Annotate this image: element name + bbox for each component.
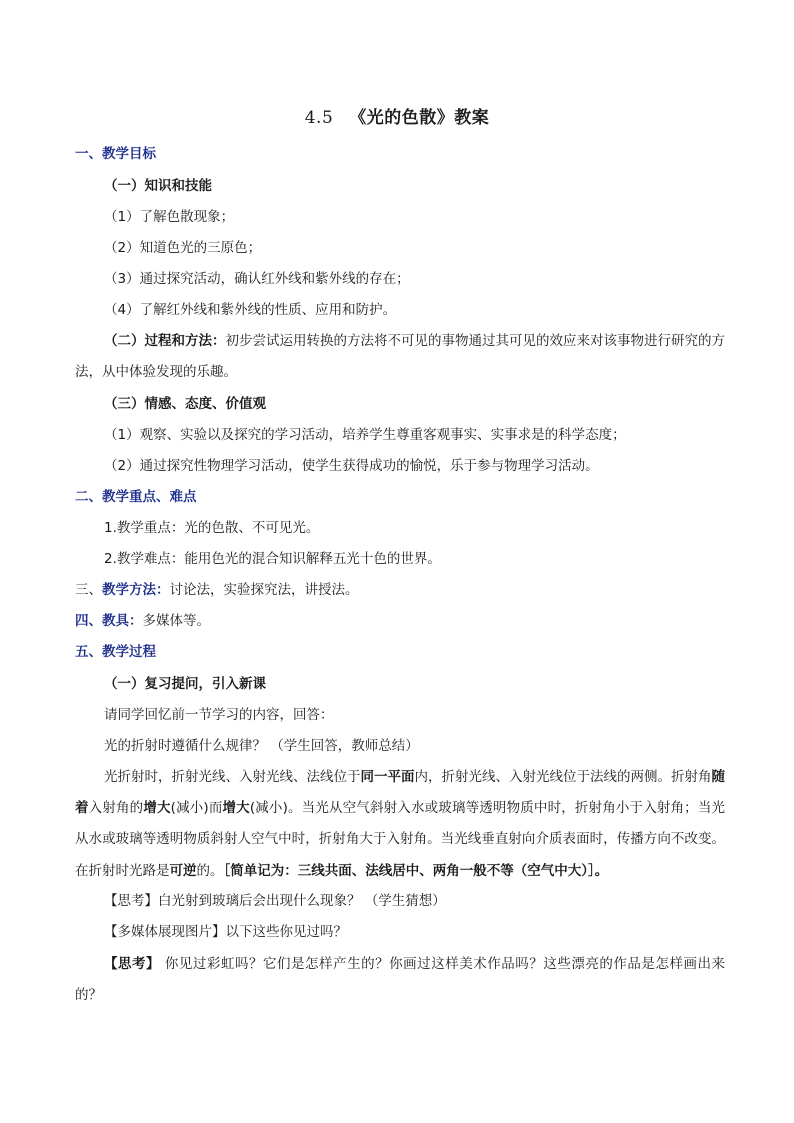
teaching-tools-line [75,611,725,631]
process-method-text: 初步尝试运用转换的方法将不可见的事物通过其可见的效应来对该事物进行研究的方法，从中体验发现的乐趣。 [75,333,725,381]
refraction-emphasis: 增大 [143,800,171,817]
subheading-attitude-values: （三）情感、态度、价值观 [104,396,266,412]
think-text: 你见过彩虹吗？它们是怎样产生的？你画过这样美术作品吗？这些漂亮的作品是怎样画出来的？ [75,956,726,1004]
page-title [0,103,794,128]
objective-item: （1）了解色散现象； [104,209,235,225]
think-question-1: 【思考】白光射到玻璃后会出现什么现象？ （学生猜想） [104,893,446,909]
key-point-item: 1.教学重点：光的色散、不可见光。 [104,520,320,536]
lesson-number: 4.5 [304,108,334,128]
section-heading-process: 五、教学过程 [75,644,156,660]
refraction-emphasis: 增大 [222,800,250,817]
think-label: 【思考】 [104,956,161,972]
refraction-emphasis: 同一平面 [360,769,415,785]
review-prompt: 请同学回忆前一节学习的内容，回答： [104,707,334,723]
difficult-point-item: 2.教学难点：能用色光的混合知识解释五光十色的世界。 [104,551,441,567]
attitude-item: （2）通过探究性物理学习活动，使学生获得成功的愉悦，乐于参与物理学习活动。 [104,458,599,474]
refraction-text: (减小)而 [170,800,223,817]
refraction-text: 的。 [196,862,224,879]
subheading-review: （一）复习提问，引入新课 [104,676,266,692]
think-question-2 [75,949,725,1011]
refraction-text: 入射角的 [88,800,144,817]
teaching-tools-text: 多媒体等。 [142,613,210,629]
refraction-emphasis: 可逆 [169,862,197,879]
process-method-label: （二）过程和方法： [104,333,226,349]
refraction-text: 内，折射光线、入射光线位于法线的两侧。折射角 [414,769,712,785]
refraction-law-paragraph [75,762,725,887]
objective-item: （4）了解红外线和紫外线的性质、应用和防护。 [104,302,397,318]
attitude-item: （1）观察、实验以及探究的学习活动，培养学生尊重客观事实、实事求是的科学态度； [104,427,626,443]
subheading-knowledge-skills: （一）知识和技能 [104,178,212,194]
refraction-summary: ［简单记为：三线共面、法线居中、两角一般不等（空气中大）］。 [223,862,609,879]
lesson-title: 《光的色散》教案 [349,108,490,128]
objective-item: （2）知道色光的三原色； [104,240,262,256]
review-question: 光的折射时遵循什么规律？ （学生回答，教师总结） [104,738,419,754]
section-heading-objectives: 一、教学目标 [75,146,156,162]
teaching-method-line [75,580,725,600]
refraction-text: (减小)。当光从空气斜射入水或玻璃等透明物质中时，折射角小于入射角；当光从水或玻璃等透明物质斜射人空气中时，折射角大于入射角。当光线垂直射向介质表面时，传播方向不改变。在折射时光路是 [75,800,726,879]
teaching-tools-label: 四、教具： [75,613,143,629]
refraction-emphasis: 随着 [75,769,725,817]
objective-item: （3）通过探究活动，确认红外线和紫外线的存在； [104,271,410,287]
section-heading-key-points: 二、教学重点、难点 [75,489,197,505]
refraction-text: 光折射时，折射光线、入射光线、法线位于 [104,769,361,785]
teaching-method-label: 教学方法： [102,582,170,598]
media-prompt: 【多媒体展现图片】以下这些你见过吗？ [104,924,347,940]
process-method-paragraph [75,326,725,388]
teaching-method-prefix: 三、 [75,582,102,598]
teaching-method-text: 讨论法，实验探究法，讲授法。 [169,582,359,598]
